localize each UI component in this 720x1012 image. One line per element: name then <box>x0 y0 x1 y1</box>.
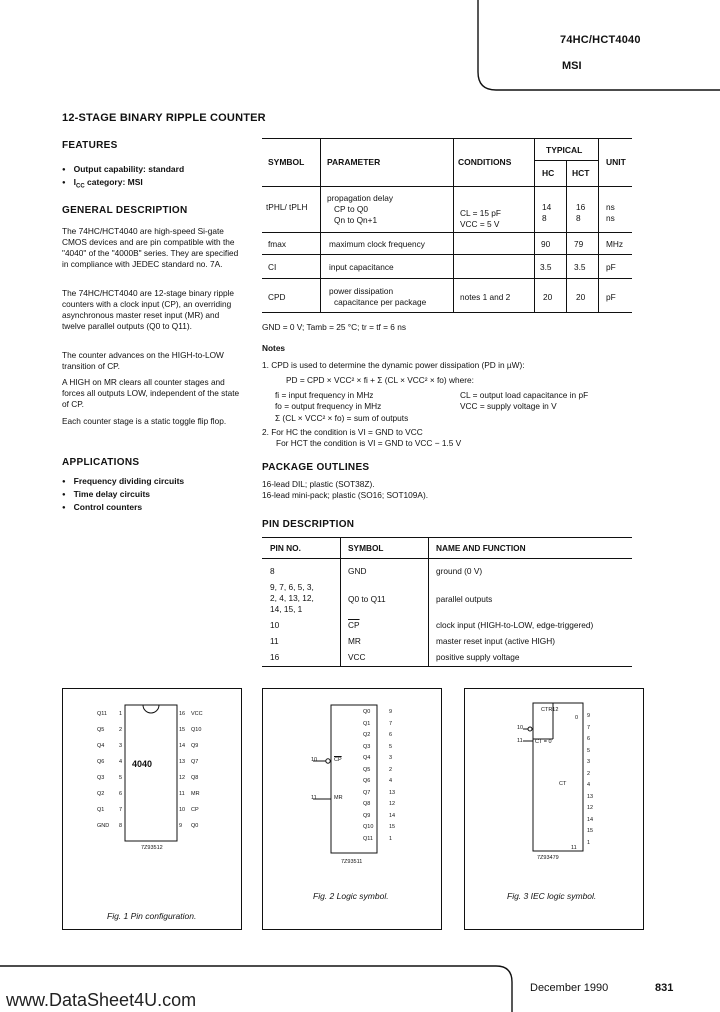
pin-col-no: PIN NO. <box>270 543 301 553</box>
col-hc: HC <box>542 168 555 178</box>
pin-no: 8 <box>270 566 275 576</box>
note-line: fo = output frequency in MHz <box>275 401 382 411</box>
pin-function: ground (0 V) <box>436 566 483 576</box>
row-parameter: power dissipation <box>329 286 394 296</box>
output-number: 7 <box>389 720 393 727</box>
reset-label: CT = 0 <box>535 739 552 745</box>
general-paragraph: A HIGH on MR clears all counter stages and forces all outputs LOW, independent of the state of CP. <box>62 377 240 409</box>
output-label: Q10 <box>363 824 374 830</box>
pin-number-left: 7 <box>119 807 123 813</box>
pin-function: clock input (HIGH-to-LOW, edge-triggered) <box>436 620 594 630</box>
counter-label: CTR12 <box>541 707 559 713</box>
col-typical: TYPICAL <box>546 145 583 155</box>
feature-item: ● $I_{CC}$ category: MSI <box>62 177 143 190</box>
output-number: 4 <box>587 782 591 788</box>
dip-package-drawing <box>63 689 241 929</box>
output-number: 6 <box>389 732 393 738</box>
output-number: 12 <box>389 801 396 807</box>
pin-function: positive supply voltage <box>436 652 520 662</box>
col-hct: HCT <box>572 168 590 178</box>
row-parameter: propagation delay <box>327 193 393 203</box>
row-parameter: input capacitance <box>329 262 394 272</box>
pin-number-right: 15 <box>179 727 186 733</box>
pin-number-left: 4 <box>119 759 123 765</box>
pin-number-right: 16 <box>179 711 186 717</box>
row-unit: pF <box>606 292 616 302</box>
pin-number-left: 6 <box>119 791 123 797</box>
row-hct: 8 <box>576 213 581 223</box>
general-paragraph: Each counter stage is a static toggle flip flop. <box>62 416 227 426</box>
output-label: Q11 <box>363 835 373 842</box>
input-label: $\overline{CP}$ <box>334 757 342 763</box>
row-parameter: maximum clock frequency <box>329 239 425 249</box>
pin-symbol: GND <box>348 566 367 576</box>
pin-number-left: 5 <box>119 775 123 781</box>
output-label: Q8 <box>363 801 371 807</box>
general-paragraph: The 74HC/HCT4040 are high-speed Si-gate CMOS devices and are pin compatible with the "4040" of the "4000B" series. They are specified in compliance with JEDEC standard no. 7A. <box>62 226 239 269</box>
pin-label-right: VCC <box>191 711 203 717</box>
input-number: 10 <box>517 725 524 731</box>
row-hc: 90 <box>541 239 551 249</box>
pin-number-right: 9 <box>179 823 183 829</box>
row-symbol: CPD <box>268 292 286 302</box>
page-title: 12-STAGE BINARY RIPPLE COUNTER <box>62 112 266 124</box>
pin-label-right: Q9 <box>191 743 199 749</box>
pin-no: 16 <box>270 652 280 662</box>
pin-function: parallel outputs <box>436 594 493 604</box>
application-item: ● Frequency dividing circuits <box>62 476 184 486</box>
pin-label-left: Q11 <box>97 711 107 717</box>
pin-label-right: Q10 <box>191 727 202 733</box>
output-label: Q1 <box>363 720 371 727</box>
header-part-number: 74HC/HCT4040 <box>560 34 641 46</box>
pin-label-right: Q0 <box>191 823 199 829</box>
pin-col-name: NAME AND FUNCTION <box>436 543 526 553</box>
general-paragraph: The 74HC/HCT4040 are 12-stage binary ripple counters with a clock input (CP), an overriding asynchronous master reset input (MR) and twelve parallel outputs (Q0 to Q11). <box>62 288 235 331</box>
note-line: CL = output load capacitance in pF <box>460 390 589 400</box>
row-symbol: fmax <box>268 239 286 249</box>
pin-no: 11 <box>270 636 279 646</box>
pin-symbol: $\overline{CP}$ <box>348 620 360 630</box>
output-label: Q3 <box>363 743 371 750</box>
figure-caption: Fig. 1 Pin configuration. <box>107 911 197 921</box>
figure-iec-symbol <box>464 688 644 930</box>
output-number: 12 <box>587 805 594 811</box>
pin-number-right: 14 <box>179 743 186 749</box>
package-line: 16-lead DIL; plastic (SOT38Z). <box>262 479 375 489</box>
output-number: 5 <box>389 743 393 750</box>
output-number: 14 <box>587 816 594 823</box>
pin-label-left: Q2 <box>97 791 105 797</box>
col-parameter: PARAMETER <box>327 157 381 167</box>
input-number: 10 <box>311 757 318 763</box>
row-hc: 20 <box>543 292 553 302</box>
output-number: 2 <box>587 770 591 777</box>
pin-label-right: CP <box>191 807 199 813</box>
application-item: ● Time delay circuits <box>62 489 150 499</box>
output-number: 9 <box>587 713 591 719</box>
figure-pin-configuration <box>62 688 242 930</box>
applications-heading: APPLICATIONS <box>62 457 140 468</box>
row-hc: 3.5 <box>540 262 552 272</box>
note-line: VCC = supply voltage in V <box>460 401 557 411</box>
output-number: 9 <box>389 709 393 715</box>
input-label: MR <box>334 795 343 801</box>
figure-code: 7Z93512 <box>141 845 163 851</box>
row-symbol: tPHL/ tPLH <box>266 202 308 212</box>
row-conditions: CL = 15 pF <box>460 208 501 218</box>
row-hct: 79 <box>574 239 584 249</box>
pin-label-left: GND <box>97 823 110 829</box>
row-hct: 20 <box>576 292 586 302</box>
pin-symbol: VCC <box>348 652 366 662</box>
note-line: Σ (CL × VCC² × fo) = sum of outputs <box>275 413 409 423</box>
pin-number-left: 2 <box>119 727 123 733</box>
row-parameter: CP to Q0 <box>334 204 368 214</box>
ct-label: CT <box>559 781 567 787</box>
output-number: 14 <box>389 812 396 819</box>
pin-function: master reset input (active HIGH) <box>436 636 555 646</box>
col-unit: UNIT <box>606 157 626 167</box>
row-unit: MHz <box>606 239 624 249</box>
output-label: Q7 <box>363 789 371 796</box>
note-line: For HCT the condition is VI = GND to VCC − 1.5 V <box>276 438 462 448</box>
note-line: PD = CPD × VCC² × fi + Σ (CL × VCC² × fo) where: <box>286 375 474 385</box>
output-number: 1 <box>389 835 393 842</box>
pin-no: 9, 7, 6, 5, 3, <box>270 582 314 592</box>
output-label: Q4 <box>363 755 371 761</box>
note-line: 2. For HC the condition is VI = GND to VCC <box>262 427 423 437</box>
package-heading: PACKAGE OUTLINES <box>262 462 370 473</box>
output-number: 7 <box>587 724 591 731</box>
row-parameter: Qn to Qn+1 <box>334 215 378 225</box>
pin-number-right: 13 <box>179 759 186 765</box>
pin-no: 10 <box>270 620 280 630</box>
footer-page-number: 831 <box>655 982 674 994</box>
package-line: 16-lead mini-pack; plastic (SO16; SOT109A). <box>262 490 429 500</box>
chip-label: 4040 <box>132 759 153 769</box>
output-label: Q9 <box>363 812 371 819</box>
output-label: Q6 <box>363 778 371 784</box>
row-hc: 8 <box>542 213 547 223</box>
pin-label-right: Q8 <box>191 775 199 781</box>
header-category: MSI <box>562 60 582 72</box>
output-bit-label: 11 <box>571 845 577 851</box>
output-label: Q5 <box>363 766 371 773</box>
input-number: 11 <box>517 738 523 744</box>
row-unit: ns <box>606 202 615 212</box>
figure-code: 7Z93479 <box>537 855 559 861</box>
pin-heading: PIN DESCRIPTION <box>262 519 355 530</box>
pin-number-left: 8 <box>119 823 123 829</box>
row-conditions: notes 1 and 2 <box>460 292 511 302</box>
output-number: 4 <box>389 778 393 784</box>
pin-no: 14, 15, 1 <box>270 604 303 614</box>
pin-number-right: 12 <box>179 775 186 781</box>
features-heading: FEATURES <box>62 140 118 151</box>
pin-label-left: Q4 <box>97 743 105 749</box>
row-symbol: CI <box>268 262 277 272</box>
pin-symbol: Q0 to Q11 <box>348 594 386 604</box>
figure-caption: Fig. 3 IEC logic symbol. <box>507 891 597 901</box>
col-symbol: SYMBOL <box>268 157 305 167</box>
note-line: 1. CPD is used to determine the dynamic power dissipation (PD in µW): <box>262 360 525 370</box>
row-hct: 16 <box>576 202 586 212</box>
output-number: 6 <box>587 736 591 742</box>
row-parameter: capacitance per package <box>334 297 427 307</box>
output-label: Q0 <box>363 709 371 715</box>
pin-label-left: Q3 <box>97 775 105 781</box>
col-conditions: CONDITIONS <box>458 157 512 167</box>
notes-heading: Notes <box>262 343 286 353</box>
pin-number-right: 11 <box>179 791 185 797</box>
general-heading: GENERAL DESCRIPTION <box>62 205 188 216</box>
general-paragraph: The counter advances on the HIGH-to-LOW transition of CP. <box>62 350 224 371</box>
pin-label-left: Q6 <box>97 759 105 765</box>
pin-number-left: 3 <box>119 743 123 749</box>
output-number: 15 <box>389 824 396 830</box>
output-number: 13 <box>389 789 396 796</box>
pin-number-right: 10 <box>179 807 186 813</box>
output-number: 13 <box>587 793 594 800</box>
output-number: 2 <box>389 766 393 773</box>
output-label: Q2 <box>363 732 371 738</box>
output-bit-label: 0 <box>575 715 579 721</box>
pin-symbol: MR <box>348 636 361 646</box>
pin-col-symbol: SYMBOL <box>348 543 384 553</box>
output-number: 15 <box>587 828 594 834</box>
row-unit: ns <box>606 213 615 223</box>
row-hc: 14 <box>542 202 552 212</box>
row-conditions: VCC = 5 V <box>460 219 500 229</box>
footer-url-watermark: www.DataSheet4U.com <box>6 990 197 1010</box>
figure-logic-symbol <box>262 688 442 930</box>
pin-label-right: Q7 <box>191 759 199 765</box>
row-unit: pF <box>606 262 616 272</box>
output-number: 3 <box>587 759 591 765</box>
output-number: 5 <box>587 747 591 754</box>
pin-number-left: 1 <box>119 711 123 717</box>
application-item: ● Control counters <box>62 502 142 512</box>
input-number: 11 <box>311 795 317 801</box>
output-number: 3 <box>389 755 393 761</box>
figure-code: 7Z93511 <box>341 859 363 865</box>
figure-caption: Fig. 2 Logic symbol. <box>313 891 389 901</box>
footer-date: December 1990 <box>530 982 609 994</box>
row-hct: 3.5 <box>574 262 586 272</box>
pin-no: 2, 4, 13, 12, <box>270 593 314 603</box>
table-footnote: GND = 0 V; Tamb = 25 °C; tr = tf = 6 ns <box>262 322 406 332</box>
output-number: 1 <box>587 839 591 846</box>
note-line: fi = input frequency in MHz <box>275 390 374 400</box>
pin-label-left: Q1 <box>97 807 105 813</box>
pin-label-left: Q5 <box>97 727 105 733</box>
header-rule <box>0 0 720 100</box>
feature-item: ● Output capability: standard <box>62 164 184 174</box>
pin-label-right: MR <box>191 791 200 797</box>
